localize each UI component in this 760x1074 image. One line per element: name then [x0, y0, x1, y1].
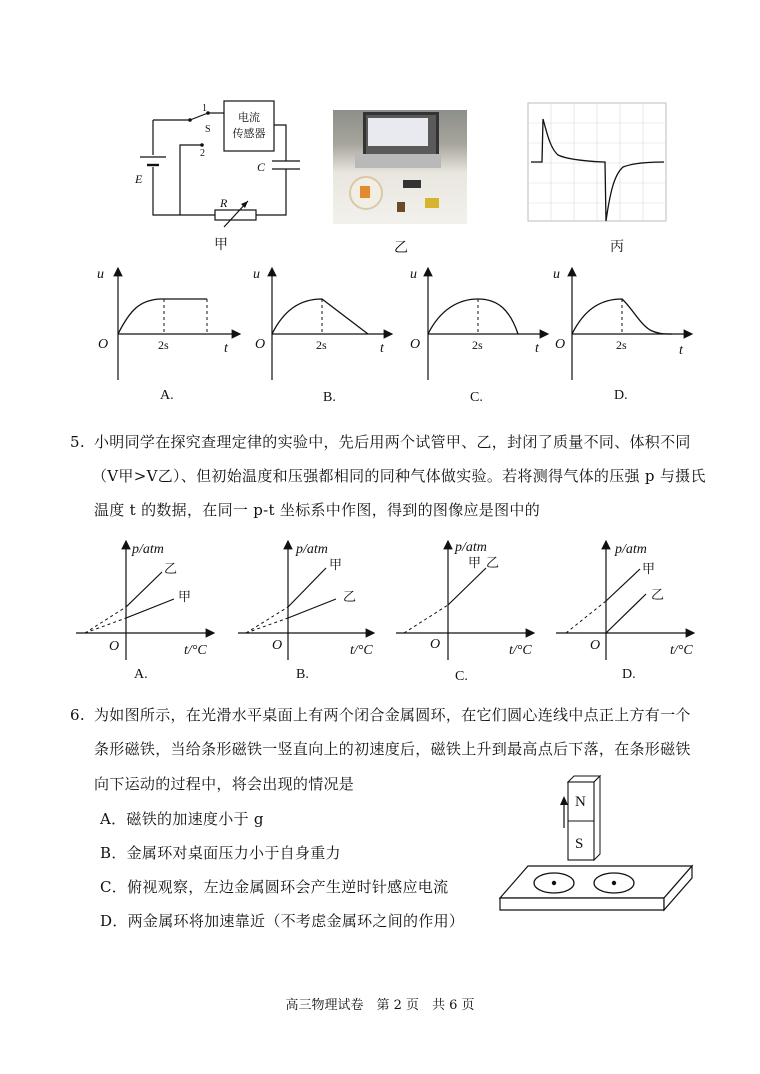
q5a-xlabel: t/°C — [184, 643, 207, 658]
q4-graph-c — [428, 268, 548, 380]
switch-pos-1: 1 — [202, 103, 207, 114]
resistor-label: R — [220, 196, 228, 210]
q5c-ylabel: p/atm — [455, 540, 487, 555]
switch-label: S — [205, 124, 211, 135]
q4c-letter: C. — [470, 390, 483, 405]
q5-line2: （V甲>V乙）、但初始温度和压强都相同的同种气体做实验。若将测得气体的压强 p 与摄氏 — [92, 467, 706, 485]
circuit-diagram — [120, 95, 320, 245]
q6-option-a: A．磁铁的加速度小于 g — [100, 810, 264, 828]
q5b-origin: O — [272, 638, 283, 653]
q4c-ylabel: u — [410, 267, 417, 282]
capacitor-label: C — [257, 160, 266, 174]
q5d-origin: O — [590, 638, 601, 653]
q5c-upper: 甲 — [468, 555, 482, 570]
q5b-ylabel: p/atm — [296, 542, 328, 557]
q5c-origin: O — [430, 637, 441, 652]
caption-jia: 甲 — [214, 237, 228, 253]
q5-number: 5. — [70, 433, 85, 451]
q4-graph-d — [572, 268, 692, 380]
q5b-upper: 甲 — [329, 557, 343, 572]
q5c-lower: 乙 — [486, 555, 500, 570]
sensor-label-1: 电流 — [238, 112, 260, 124]
q4-graph-b — [272, 268, 392, 380]
q6-line3: 向下运动的过程中，将会出现的情况是 — [94, 775, 355, 793]
q6-option-b: B．金属环对桌面压力小于自身重力 — [100, 844, 341, 862]
q6-line2: 条形磁铁，当给条形磁铁一竖直向上的初速度后，磁铁上升到最高点后下落，在条形磁铁 — [94, 740, 691, 758]
q4b-origin: O — [255, 337, 266, 352]
q4c-xlabel: t — [535, 341, 539, 356]
caption-bing: 丙 — [610, 239, 624, 255]
q4d-tick: 2s — [616, 338, 627, 352]
q5d-xlabel: t/°C — [670, 643, 693, 658]
magnet-north-label: N — [575, 794, 586, 810]
q5a-letter: A. — [134, 667, 148, 682]
q5a-ylabel: p/atm — [132, 542, 164, 557]
q4b-ylabel: u — [253, 267, 260, 282]
q5b-letter: B. — [296, 667, 309, 682]
q5b-xlabel: t/°C — [350, 643, 373, 658]
magnet-south-label: S — [575, 836, 584, 852]
q4a-xlabel: t — [224, 341, 228, 356]
q4-graph-a — [118, 268, 240, 380]
switch-pos-2: 2 — [200, 148, 205, 159]
q4-graphs — [0, 258, 760, 408]
q5c-xlabel: t/°C — [509, 643, 532, 658]
q5a-upper: 乙 — [164, 561, 178, 576]
q6-option-d: D．两金属环将加速靠近（不考虑金属环之间的作用） — [100, 912, 465, 930]
q6-option-c: C．俯视观察，左边金属圆环会产生逆时针感应电流 — [100, 878, 449, 896]
magnet-rings-diagram — [496, 770, 716, 930]
q5a-lower: 甲 — [178, 589, 192, 604]
q5-line3: 温度 t 的数据，在同一 p-t 坐标系中作图，得到的图像应是图中的 — [94, 501, 541, 519]
q6-number: 6. — [70, 706, 85, 724]
battery-label: E — [135, 172, 143, 186]
q4c-tick: 2s — [472, 338, 483, 352]
q4a-tick: 2s — [158, 338, 169, 352]
q4a-ylabel: u — [97, 267, 104, 282]
q5-graphs — [0, 535, 760, 685]
q5d-ylabel: p/atm — [615, 542, 647, 557]
q4b-letter: B. — [323, 390, 336, 405]
q5-line1: 小明同学在探究查理定律的实验中，先后用两个试管甲、乙，封闭了质量不同、体积不同 — [94, 433, 691, 451]
q5a-origin: O — [109, 639, 120, 654]
q4a-origin: O — [98, 337, 109, 352]
q4c-origin: O — [410, 337, 421, 352]
q6-line1: 为如图所示，在光滑水平桌面上有两个闭合金属圆环，在它们圆心连线中点正上方有一个 — [94, 706, 691, 724]
q4d-origin: O — [555, 337, 566, 352]
q5d-upper: 甲 — [642, 561, 656, 576]
q4b-xlabel: t — [380, 341, 384, 356]
q5d-lower: 乙 — [651, 587, 665, 602]
q5c-letter: C. — [455, 669, 468, 684]
q4b-tick: 2s — [316, 338, 327, 352]
q4d-ylabel: u — [553, 267, 560, 282]
q4a-letter: A. — [160, 388, 174, 403]
q5b-lower: 乙 — [343, 589, 357, 604]
page-footer: 高三物理试卷 第 2 页 共 6 页 — [285, 998, 475, 1013]
current-trace — [528, 103, 668, 223]
sensor-label-2: 传感器 — [232, 128, 266, 140]
experiment-photo — [333, 110, 467, 224]
q4d-xlabel: t — [679, 343, 683, 358]
q5d-letter: D. — [622, 667, 636, 682]
caption-yi: 乙 — [394, 240, 408, 256]
q4d-letter: D. — [614, 388, 628, 403]
